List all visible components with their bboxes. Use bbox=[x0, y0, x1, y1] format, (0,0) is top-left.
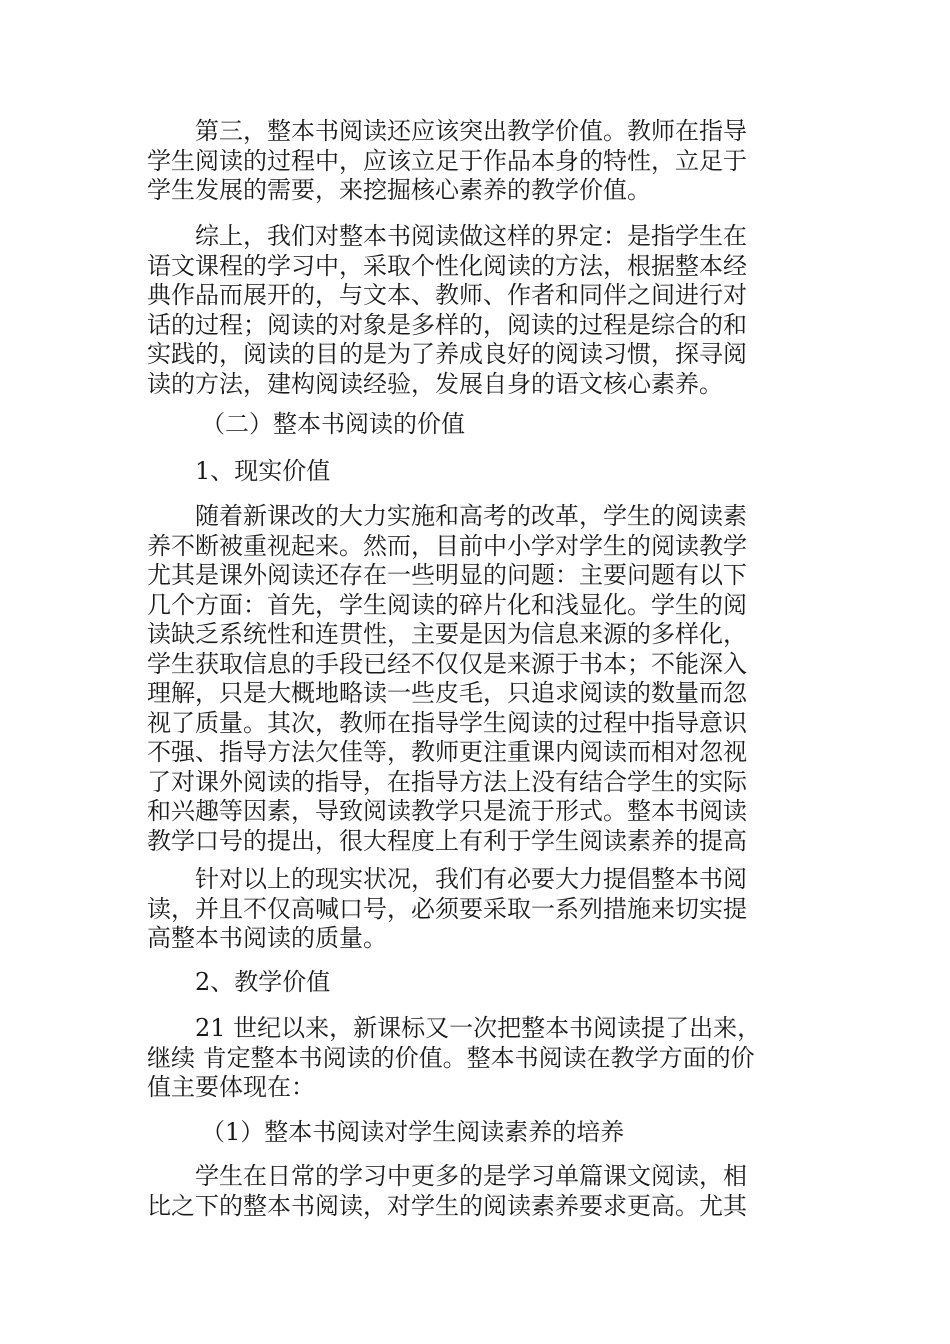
paragraph-teaching-value-intro bbox=[147, 117, 787, 206]
text-line: 21 世纪以来，新课标又一次把整本书阅读提了出来， bbox=[195, 1014, 762, 1042]
text-line: 教学口号的提出，很大程度上有利于学生阅读素养的提高 bbox=[147, 826, 747, 855]
text-line: 话的过程；阅读的对象是多样的，阅读的过程是综合的和 bbox=[147, 310, 747, 339]
text-line: 语文课程的学习中，采取个性化阅读的方法，根据整本经 bbox=[147, 251, 747, 280]
text-line: 尤其是课外阅读还存在一些明显的问题：主要问题有以下 bbox=[147, 561, 747, 589]
text-line: 学生获取信息的手段已经不仅仅是来源于书本；不能深入 bbox=[147, 649, 747, 678]
text-line: 高整本书阅读的质量。 bbox=[147, 924, 387, 952]
subsection-heading bbox=[147, 968, 787, 998]
text-line: 理解，只是大概地略读一些皮毛，只追求阅读的数量而忽 bbox=[147, 679, 747, 707]
text-line: 实践的，阅读的目的是为了养成良好的阅读习惯，探寻阅 bbox=[147, 340, 747, 368]
text-line: 针对以上的现实状况，我们有必要大力提倡整本书阅 bbox=[195, 865, 747, 893]
text-line: 值主要体现在： bbox=[147, 1073, 315, 1101]
text-line: 比之下的整本书阅读，对学生的阅读素养要求更高。尤其 bbox=[147, 1191, 747, 1220]
text-line: 综上，我们对整本书阅读做这样的界定：是指学生在 bbox=[195, 222, 747, 250]
paragraph-advocacy bbox=[147, 865, 787, 954]
subsection-heading bbox=[147, 457, 787, 487]
paragraph-literacy bbox=[147, 1162, 787, 1221]
text-line: 读，并且不仅高喊口号，必须要采取一系列措施来切实提 bbox=[147, 894, 747, 923]
text-line: 典作品而展开的，与文本、教师、作者和同伴之间进行对 bbox=[147, 281, 747, 309]
subsection-heading-teaching-value: 2、教学价值 bbox=[195, 968, 331, 996]
paragraph-definition bbox=[147, 222, 787, 399]
section-heading-value: （二）整本书阅读的价值 bbox=[201, 410, 465, 438]
item-heading-literacy: （1）整本书阅读对学生阅读素养的培养 bbox=[201, 1118, 625, 1146]
text-line: 学生阅读的过程中，应该立足于作品本身的特性，立足于 bbox=[147, 146, 747, 175]
text-line: 学生在日常的学习中更多的是学习单篇课文阅读，相 bbox=[195, 1162, 747, 1190]
text-line: 和兴趣等因素，导致阅读教学只是流于形式。整本书阅读 bbox=[147, 797, 747, 825]
section-heading bbox=[147, 410, 787, 440]
text-line: 了对课外阅读的指导，在指导方法上没有结合学生的实际 bbox=[147, 767, 747, 796]
paragraph-new-standards bbox=[147, 1014, 787, 1103]
text-line: 不强、指导方法欠佳等，教师更注重课内阅读而相对忽视 bbox=[147, 738, 747, 766]
text-line: 学生发展的需要，来挖掘核心素养的教学价值。 bbox=[147, 176, 651, 204]
text-line: 养不断被重视起来。然而，目前中小学对学生的阅读教学 bbox=[147, 531, 747, 560]
item-heading bbox=[147, 1118, 787, 1148]
text-line: 几个方面：首先，学生阅读的碎片化和浅显化。学生的阅 bbox=[147, 590, 747, 619]
subsection-heading-real-value: 1、现实价值 bbox=[195, 457, 331, 485]
text-line: 读缺乏系统性和连贯性，主要是因为信息来源的多样化， bbox=[147, 620, 747, 648]
text-line: 第三，整本书阅读还应该突出教学价值。教师在指导 bbox=[195, 117, 747, 145]
text-line: 随着新课改的大力实施和高考的改革，学生的阅读素 bbox=[195, 502, 747, 530]
paragraph-real-value bbox=[147, 502, 787, 856]
text-line: 继续 肯定整本书阅读的价值。整本书阅读在教学方面的价 bbox=[147, 1043, 755, 1072]
text-line: 读的方法，建构阅读经验，发展自身的语文核心素养。 bbox=[147, 369, 723, 398]
text-line: 视了质量。其次，教师在指导学生阅读的过程中指导意识 bbox=[147, 708, 747, 737]
